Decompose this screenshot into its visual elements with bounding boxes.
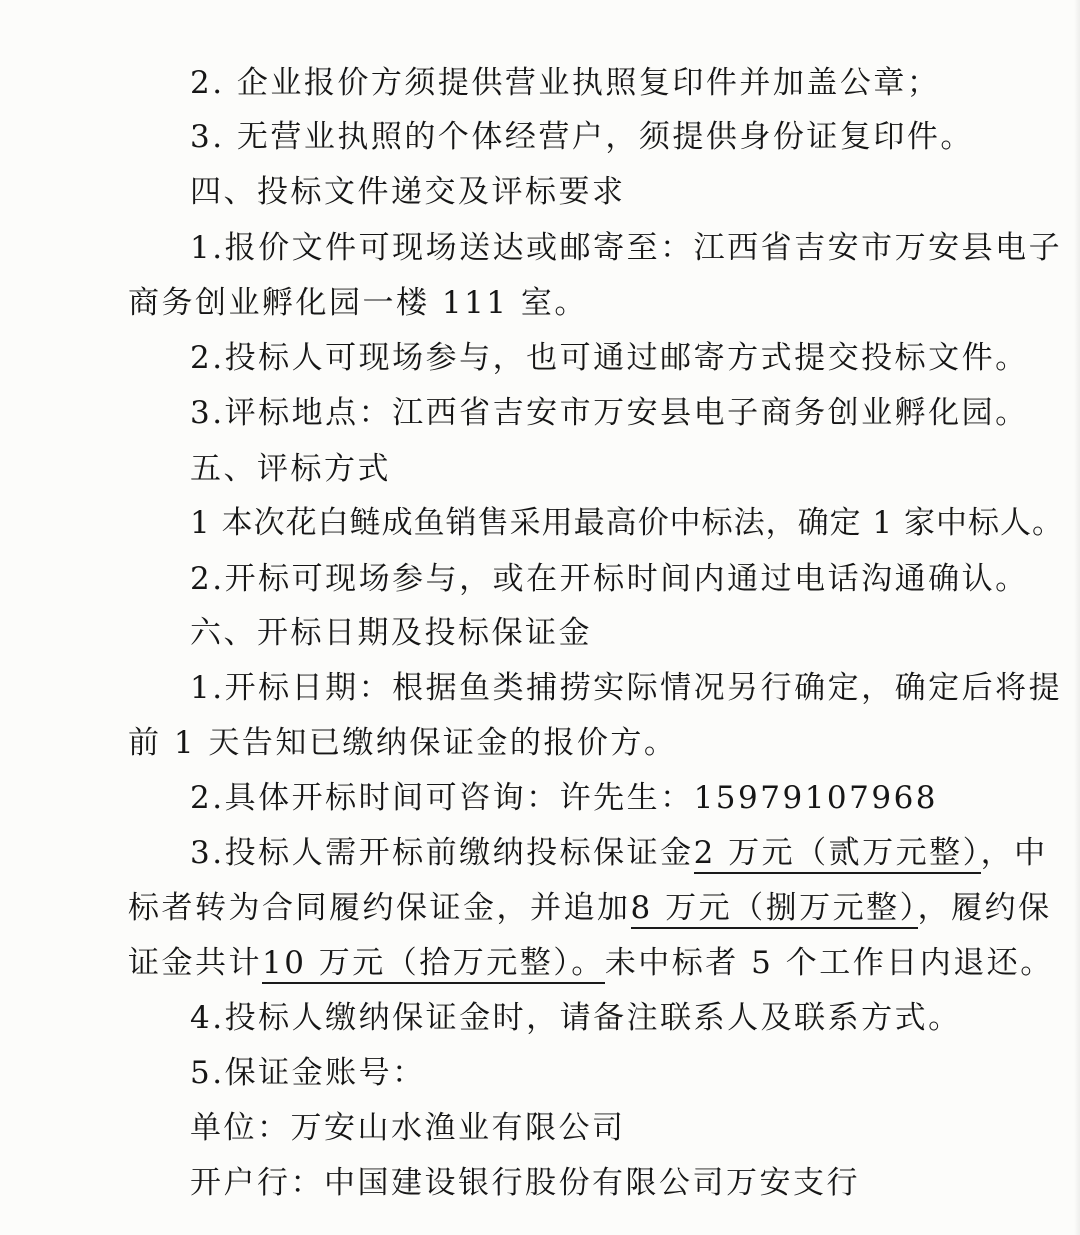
text-line: 3.评标地点：江西省吉安市万安县电子商务创业孵化园。 <box>190 395 1029 431</box>
text-line: 5.保证金账号： <box>190 1055 426 1091</box>
text-line: 前 1 天告知已缴纳保证金的报价方。 <box>128 725 678 761</box>
page-edge-shadow <box>1074 0 1080 1235</box>
account-unit: 单位：万安山水渔业有限公司 <box>190 1110 626 1146</box>
deposit-text: 证金共计 <box>128 945 262 981</box>
section-heading: 六、开标日期及投标保证金 <box>190 615 592 651</box>
contact-line: 2.具体开标时间可咨询：许先生：15979107968 <box>190 780 939 816</box>
text-line: 4.投标人缴纳保证金时，请备注联系人及联系方式。 <box>190 1000 962 1036</box>
text-line: 1 本次花白鲢成鱼销售采用最高价中标法，确定 1 家中标人。 <box>190 505 1065 541</box>
deposit-text: ，履约保 <box>917 890 1052 926</box>
deposit-text: 3.投标人需开标前缴纳投标保证金 <box>190 835 694 871</box>
section-heading: 四、投标文件递交及评标要求 <box>190 174 626 210</box>
text-line: 2. 企业报价方须提供营业执照复印件并加盖公章； <box>190 65 941 101</box>
text-line: 1.开标日期：根据鱼类捕捞实际情况另行确定，确定后将提 <box>190 670 1063 706</box>
deposit-line-2 <box>128 881 1052 935</box>
deposit-text: ，中 <box>980 835 1048 871</box>
text-line: 1.报价文件可现场送达或邮寄至：江西省吉安市万安县电子 <box>190 230 1063 266</box>
deposit-amount-underlined: 10 万元（拾万元整）。 <box>262 945 605 984</box>
deposit-text: 标者转为合同履约保证金，并追加 <box>128 890 631 926</box>
deposit-line-1 <box>190 826 1048 880</box>
deposit-amount-underlined: 2 万元（贰万元整） <box>694 835 981 874</box>
section-heading: 五、评标方式 <box>190 451 391 487</box>
deposit-text: 未中标者 5 个工作日内退还。 <box>604 945 1054 981</box>
text-line: 商务创业孵化园一楼 111 室。 <box>128 285 588 321</box>
text-line: 2.开标可现场参与，或在开标时间内通过电话沟通确认。 <box>190 561 1029 597</box>
deposit-amount-underlined: 8 万元（捌万元整） <box>631 890 918 929</box>
account-bank: 开户行：中国建设银行股份有限公司万安支行 <box>190 1165 860 1201</box>
text-line: 3. 无营业执照的个体经营户，须提供身份证复印件。 <box>190 119 974 155</box>
text-line: 2.投标人可现场参与，也可通过邮寄方式提交投标文件。 <box>190 340 1029 376</box>
deposit-line-3 <box>128 936 1054 990</box>
